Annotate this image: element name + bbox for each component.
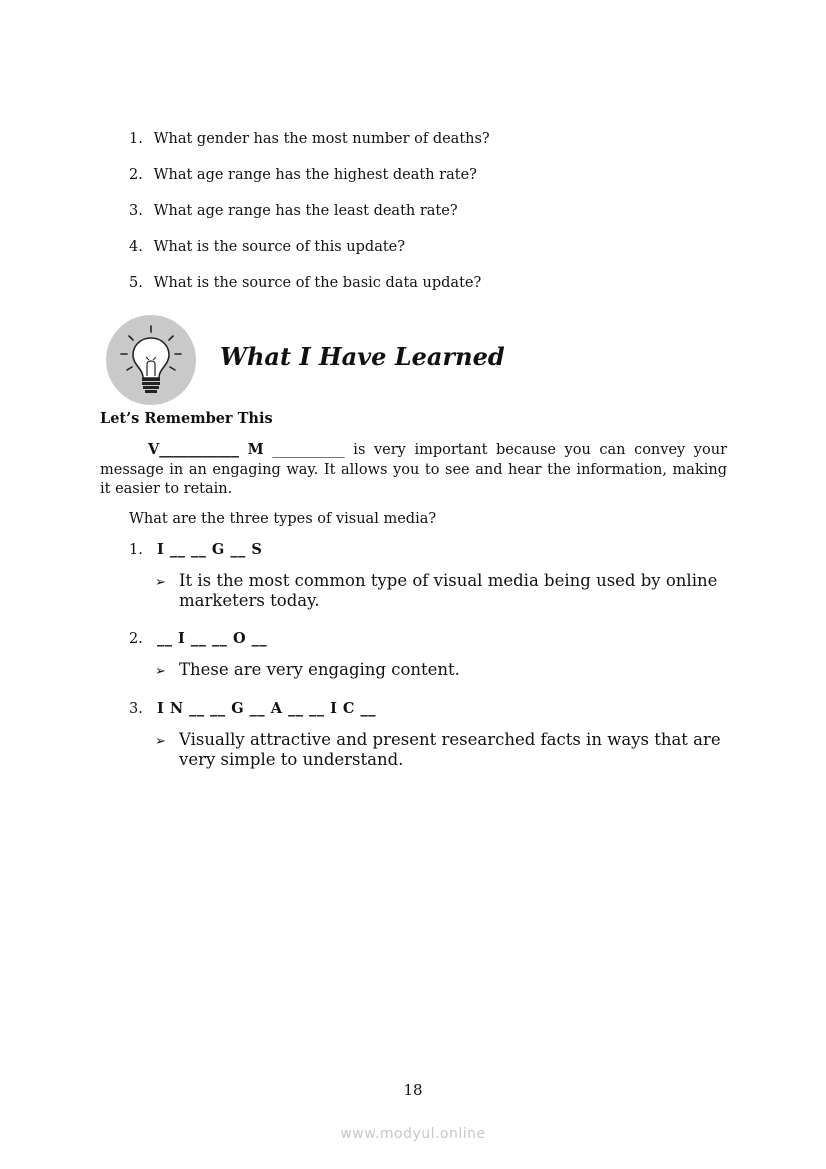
answer-item	[129, 700, 376, 717]
question-text: What is the source of the basic data update?	[153, 275, 482, 291]
description-text: These are very engaging content.	[179, 660, 460, 679]
question-number: 2.	[129, 167, 143, 183]
question-number: 1.	[129, 131, 143, 147]
item-description	[155, 660, 730, 682]
question-item	[129, 167, 477, 183]
question-item	[129, 131, 490, 147]
lightbulb-icon	[105, 314, 197, 406]
section-title: What I Have Learned	[220, 342, 505, 371]
watermark: www.modyul.online	[340, 1126, 486, 1142]
blank-media-letter: M	[247, 441, 264, 458]
blank-visual: V___________	[148, 441, 240, 458]
description-text: Visually attractive and present researched facts in ways that are very simple to understand.	[179, 730, 721, 769]
answer-item	[129, 630, 267, 647]
subheading: Let’s Remember This	[100, 410, 273, 427]
page-number: 18	[403, 1081, 423, 1099]
question-text: What age range has the highest death rate?	[153, 167, 477, 183]
item-description	[155, 571, 730, 611]
question-text: What is the source of this update?	[153, 239, 406, 255]
question-number: 3.	[129, 203, 143, 219]
prompt-question: What are the three types of visual media?	[129, 511, 437, 527]
fill-in-answer: I __ __ G __ S	[157, 541, 263, 558]
question-item	[129, 275, 481, 291]
arrow-bullet-icon: ➢	[155, 575, 166, 590]
fill-in-answer: __ I __ __ O __	[157, 630, 268, 647]
paragraph	[100, 440, 727, 500]
answer-item	[129, 541, 262, 558]
fill-in-answer: I N __ __ G __ A __ __ I C __	[157, 700, 377, 717]
item-description	[155, 730, 730, 770]
question-item	[129, 203, 458, 219]
question-text: What age range has the least death rate?	[153, 203, 458, 219]
item-number: 3.	[129, 701, 143, 717]
question-number: 4.	[129, 239, 143, 255]
question-number: 5.	[129, 275, 143, 291]
item-number: 1.	[129, 542, 143, 558]
question-text: What gender has the most number of deaths?	[153, 131, 490, 147]
arrow-bullet-icon: ➢	[155, 664, 166, 679]
description-text: It is the most common type of visual media being used by online marketers today.	[179, 571, 718, 610]
question-item	[129, 239, 405, 255]
arrow-bullet-icon: ➢	[155, 734, 166, 749]
blank-media: __________	[263, 442, 345, 458]
paragraph-body: is very important because you can convey your message in an engaging way. It allows you to see and hear the information, making it easier to retain.	[100, 442, 727, 497]
item-number: 2.	[129, 631, 143, 647]
